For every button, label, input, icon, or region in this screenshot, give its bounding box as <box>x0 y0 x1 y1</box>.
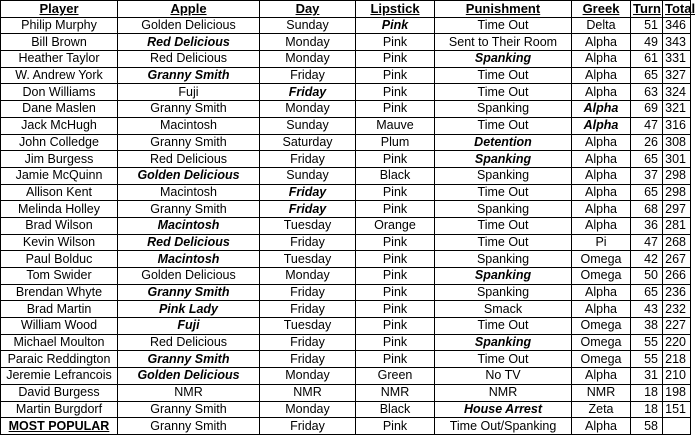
cell-apple: Macintosh <box>118 251 260 268</box>
table-row <box>1 167 691 184</box>
cell-apple: Macintosh <box>118 117 260 134</box>
cell-punishment: Spanking <box>435 201 572 218</box>
cell-total: 227 <box>663 318 691 335</box>
cell-day: Tuesday <box>260 217 356 234</box>
cell-punishment: Spanking <box>435 251 572 268</box>
cell-player: Philip Murphy <box>1 17 118 34</box>
cell-apple: Golden Delicious <box>118 268 260 285</box>
cell-apple: Granny Smith <box>118 351 260 368</box>
most-popular-row <box>1 418 691 435</box>
cell-lipstick: Pink <box>356 351 435 368</box>
footer-lipstick: Pink <box>356 418 435 435</box>
cell-total: 343 <box>663 34 691 51</box>
cell-greek: Alpha <box>572 167 631 184</box>
cell-punishment: Spanking <box>435 101 572 118</box>
cell-lipstick: Pink <box>356 234 435 251</box>
cell-player: Paul Bolduc <box>1 251 118 268</box>
cell-apple: Granny Smith <box>118 401 260 418</box>
cell-punishment: Time Out <box>435 117 572 134</box>
cell-apple: Granny Smith <box>118 101 260 118</box>
cell-greek: Omega <box>572 251 631 268</box>
cell-lipstick: Pink <box>356 67 435 84</box>
table-row <box>1 351 691 368</box>
cell-lipstick: Pink <box>356 34 435 51</box>
cell-turn: 31 <box>631 368 663 385</box>
cell-turn: 47 <box>631 234 663 251</box>
cell-punishment: Spanking <box>435 334 572 351</box>
cell-total: 324 <box>663 84 691 101</box>
cell-apple: Granny Smith <box>118 284 260 301</box>
cell-apple: Granny Smith <box>118 201 260 218</box>
cell-greek: Alpha <box>572 67 631 84</box>
header-lipstick: Lipstick <box>356 1 435 18</box>
cell-day: Friday <box>260 84 356 101</box>
cell-apple: Golden Delicious <box>118 167 260 184</box>
cell-turn: 18 <box>631 384 663 401</box>
cell-greek: Alpha <box>572 284 631 301</box>
table-body <box>1 17 691 418</box>
cell-greek: Omega <box>572 268 631 285</box>
cell-apple: Fuji <box>118 84 260 101</box>
cell-lipstick: NMR <box>356 384 435 401</box>
cell-greek: Alpha <box>572 184 631 201</box>
cell-player: Don Williams <box>1 84 118 101</box>
cell-punishment: Smack <box>435 301 572 318</box>
footer-label: MOST POPULAR <box>1 418 118 435</box>
cell-player: William Wood <box>1 318 118 335</box>
cell-turn: 18 <box>631 401 663 418</box>
cell-turn: 55 <box>631 334 663 351</box>
cell-total: 298 <box>663 167 691 184</box>
header-greek: Greek <box>572 1 631 18</box>
cell-day: Friday <box>260 234 356 251</box>
cell-lipstick: Pink <box>356 284 435 301</box>
header-player: Player <box>1 1 118 18</box>
cell-turn: 26 <box>631 134 663 151</box>
cell-lipstick: Pink <box>356 318 435 335</box>
cell-turn: 65 <box>631 151 663 168</box>
header-total: Total <box>663 1 691 18</box>
cell-lipstick: Pink <box>356 101 435 118</box>
cell-punishment: Time Out <box>435 217 572 234</box>
cell-punishment: Spanking <box>435 167 572 184</box>
cell-greek: Omega <box>572 318 631 335</box>
cell-lipstick: Pink <box>356 251 435 268</box>
cell-apple: Golden Delicious <box>118 368 260 385</box>
table-row <box>1 384 691 401</box>
cell-punishment: Spanking <box>435 284 572 301</box>
header-apple: Apple <box>118 1 260 18</box>
cell-greek: Alpha <box>572 34 631 51</box>
cell-apple: Pink Lady <box>118 301 260 318</box>
cell-punishment: Time Out <box>435 17 572 34</box>
table-row <box>1 84 691 101</box>
cell-total: 210 <box>663 368 691 385</box>
table-row <box>1 301 691 318</box>
table-row <box>1 251 691 268</box>
cell-total: 232 <box>663 301 691 318</box>
cell-lipstick: Orange <box>356 217 435 234</box>
cell-day: Monday <box>260 101 356 118</box>
footer-turn: 58 <box>631 418 663 435</box>
cell-day: Tuesday <box>260 318 356 335</box>
table-row <box>1 318 691 335</box>
cell-punishment: Sent to Their Room <box>435 34 572 51</box>
table-row <box>1 234 691 251</box>
cell-total: 316 <box>663 117 691 134</box>
cell-total: 151 <box>663 401 691 418</box>
cell-greek: Alpha <box>572 301 631 318</box>
table-row <box>1 151 691 168</box>
cell-player: Jim Burgess <box>1 151 118 168</box>
cell-apple: Red Delicious <box>118 151 260 168</box>
cell-player: Tom Swider <box>1 268 118 285</box>
cell-day: Friday <box>260 284 356 301</box>
cell-greek: Alpha <box>572 101 631 118</box>
cell-day: Monday <box>260 51 356 68</box>
cell-turn: 43 <box>631 301 663 318</box>
footer-punishment: Time Out/Spanking <box>435 418 572 435</box>
cell-lipstick: Pink <box>356 268 435 285</box>
cell-turn: 37 <box>631 167 663 184</box>
cell-total: 346 <box>663 17 691 34</box>
cell-day: Friday <box>260 201 356 218</box>
cell-apple: Macintosh <box>118 217 260 234</box>
cell-turn: 49 <box>631 34 663 51</box>
cell-day: Friday <box>260 301 356 318</box>
cell-turn: 65 <box>631 67 663 84</box>
cell-day: Monday <box>260 34 356 51</box>
cell-lipstick: Pink <box>356 151 435 168</box>
cell-punishment: House Arrest <box>435 401 572 418</box>
cell-player: Dane Maslen <box>1 101 118 118</box>
cell-day: Monday <box>260 401 356 418</box>
cell-turn: 50 <box>631 268 663 285</box>
cell-player: John Colledge <box>1 134 118 151</box>
cell-apple: Granny Smith <box>118 67 260 84</box>
cell-player: Kevin Wilson <box>1 234 118 251</box>
cell-apple: Red Delicious <box>118 34 260 51</box>
cell-day: Friday <box>260 351 356 368</box>
cell-greek: Alpha <box>572 368 631 385</box>
table-row <box>1 184 691 201</box>
cell-punishment: Spanking <box>435 268 572 285</box>
cell-punishment: Spanking <box>435 151 572 168</box>
table-row <box>1 368 691 385</box>
cell-apple: Red Delicious <box>118 51 260 68</box>
table-row <box>1 334 691 351</box>
cell-total: 266 <box>663 268 691 285</box>
cell-day: Sunday <box>260 167 356 184</box>
table-row <box>1 401 691 418</box>
cell-turn: 36 <box>631 217 663 234</box>
cell-total: 298 <box>663 184 691 201</box>
footer-apple: Granny Smith <box>118 418 260 435</box>
cell-punishment: Spanking <box>435 51 572 68</box>
cell-lipstick: Pink <box>356 17 435 34</box>
cell-day: Friday <box>260 334 356 351</box>
cell-total: 218 <box>663 351 691 368</box>
table-row <box>1 51 691 68</box>
cell-apple: Red Delicious <box>118 234 260 251</box>
cell-turn: 47 <box>631 117 663 134</box>
cell-turn: 51 <box>631 17 663 34</box>
header-row <box>1 1 691 18</box>
cell-day: Friday <box>260 184 356 201</box>
cell-punishment: Time Out <box>435 67 572 84</box>
cell-turn: 69 <box>631 101 663 118</box>
cell-turn: 68 <box>631 201 663 218</box>
cell-total: 321 <box>663 101 691 118</box>
table-row <box>1 134 691 151</box>
cell-turn: 55 <box>631 351 663 368</box>
cell-player: Heather Taylor <box>1 51 118 68</box>
cell-turn: 63 <box>631 84 663 101</box>
cell-lipstick: Pink <box>356 84 435 101</box>
table-row <box>1 17 691 34</box>
cell-lipstick: Plum <box>356 134 435 151</box>
cell-day: Tuesday <box>260 251 356 268</box>
cell-turn: 65 <box>631 284 663 301</box>
cell-turn: 42 <box>631 251 663 268</box>
cell-lipstick: Black <box>356 401 435 418</box>
table-row <box>1 217 691 234</box>
cell-apple: Red Delicious <box>118 334 260 351</box>
cell-total: 301 <box>663 151 691 168</box>
cell-player: Martin Burgdorf <box>1 401 118 418</box>
cell-total: 220 <box>663 334 691 351</box>
cell-lipstick: Pink <box>356 301 435 318</box>
cell-player: Bill Brown <box>1 34 118 51</box>
cell-greek: Delta <box>572 17 631 34</box>
table-row <box>1 101 691 118</box>
cell-day: Friday <box>260 151 356 168</box>
cell-day: Monday <box>260 368 356 385</box>
cell-day: NMR <box>260 384 356 401</box>
cell-total: 198 <box>663 384 691 401</box>
cell-greek: Alpha <box>572 51 631 68</box>
cell-greek: NMR <box>572 384 631 401</box>
cell-punishment: NMR <box>435 384 572 401</box>
cell-lipstick: Pink <box>356 201 435 218</box>
cell-punishment: Time Out <box>435 234 572 251</box>
cell-player: Melinda Holley <box>1 201 118 218</box>
cell-punishment: Time Out <box>435 84 572 101</box>
cell-player: Brad Martin <box>1 301 118 318</box>
cell-lipstick: Black <box>356 167 435 184</box>
cell-player: W. Andrew York <box>1 67 118 84</box>
cell-player: Allison Kent <box>1 184 118 201</box>
cell-player: Jack McHugh <box>1 117 118 134</box>
cell-player: Jeremie Lefrancois <box>1 368 118 385</box>
cell-lipstick: Pink <box>356 334 435 351</box>
cell-total: 297 <box>663 201 691 218</box>
cell-apple: Granny Smith <box>118 134 260 151</box>
table-row <box>1 67 691 84</box>
cell-player: Brendan Whyte <box>1 284 118 301</box>
cell-total: 268 <box>663 234 691 251</box>
cell-day: Friday <box>260 67 356 84</box>
cell-total: 267 <box>663 251 691 268</box>
cell-lipstick: Green <box>356 368 435 385</box>
cell-apple: NMR <box>118 384 260 401</box>
cell-greek: Alpha <box>572 151 631 168</box>
header-day: Day <box>260 1 356 18</box>
cell-greek: Alpha <box>572 201 631 218</box>
header-turn: Turn <box>631 1 663 18</box>
cell-apple: Golden Delicious <box>118 17 260 34</box>
cell-total: 281 <box>663 217 691 234</box>
cell-greek: Alpha <box>572 134 631 151</box>
cell-apple: Macintosh <box>118 184 260 201</box>
table-row <box>1 284 691 301</box>
cell-punishment: Time Out <box>435 351 572 368</box>
cell-player: Brad Wilson <box>1 217 118 234</box>
cell-total: 331 <box>663 51 691 68</box>
cell-greek: Pi <box>572 234 631 251</box>
cell-greek: Alpha <box>572 217 631 234</box>
cell-player: Michael Moulton <box>1 334 118 351</box>
footer-total <box>663 418 691 435</box>
cell-day: Sunday <box>260 117 356 134</box>
cell-punishment: Time Out <box>435 318 572 335</box>
cell-lipstick: Pink <box>356 51 435 68</box>
cell-greek: Alpha <box>572 84 631 101</box>
cell-greek: Zeta <box>572 401 631 418</box>
cell-turn: 38 <box>631 318 663 335</box>
table-row <box>1 268 691 285</box>
cell-total: 327 <box>663 67 691 84</box>
cell-punishment: Time Out <box>435 184 572 201</box>
footer-day: Friday <box>260 418 356 435</box>
cell-total: 236 <box>663 284 691 301</box>
cell-day: Sunday <box>260 17 356 34</box>
cell-punishment: Detention <box>435 134 572 151</box>
cell-punishment: No TV <box>435 368 572 385</box>
cell-player: David Burgess <box>1 384 118 401</box>
footer-greek: Alpha <box>572 418 631 435</box>
cell-greek: Alpha <box>572 117 631 134</box>
table-row <box>1 117 691 134</box>
cell-day: Saturday <box>260 134 356 151</box>
cell-player: Paraic Reddington <box>1 351 118 368</box>
cell-total: 308 <box>663 134 691 151</box>
cell-lipstick: Mauve <box>356 117 435 134</box>
table-row <box>1 34 691 51</box>
cell-turn: 61 <box>631 51 663 68</box>
cell-greek: Omega <box>572 334 631 351</box>
cell-apple: Fuji <box>118 318 260 335</box>
cell-lipstick: Pink <box>356 184 435 201</box>
cell-player: Jamie McQuinn <box>1 167 118 184</box>
cell-day: Monday <box>260 268 356 285</box>
table-row <box>1 201 691 218</box>
header-punishment: Punishment <box>435 1 572 18</box>
cell-turn: 65 <box>631 184 663 201</box>
cell-greek: Omega <box>572 351 631 368</box>
